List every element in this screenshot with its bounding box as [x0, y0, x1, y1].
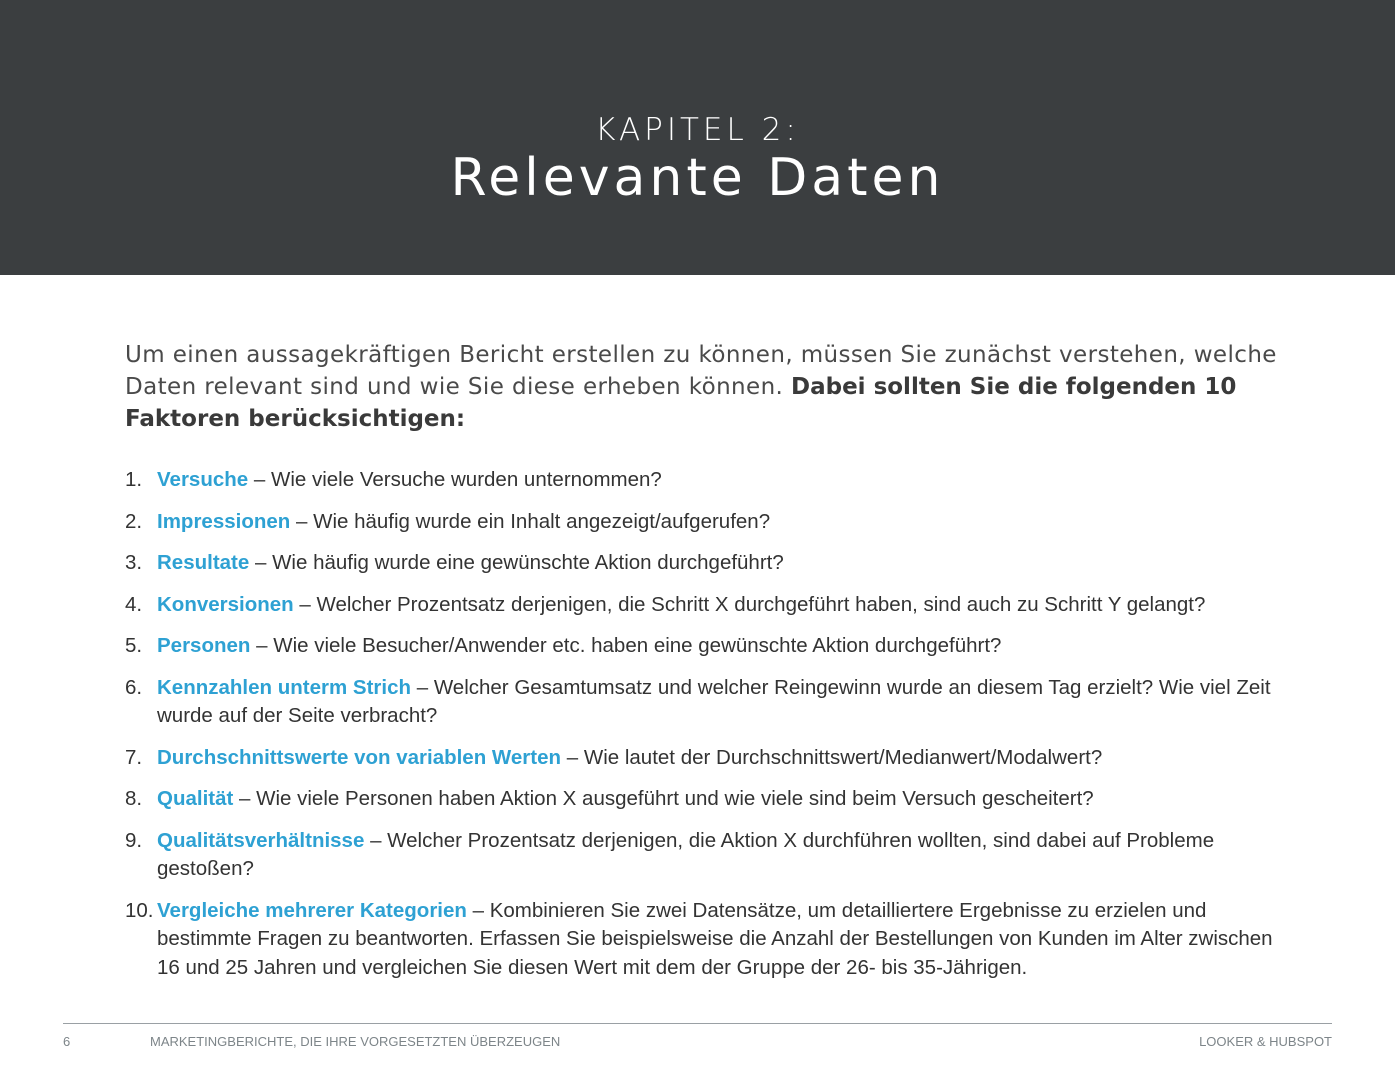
- factor-item: [125, 827, 1295, 884]
- factor-term: Durchschnittswerte von variablen Werten: [157, 745, 562, 769]
- factor-item: [125, 897, 1295, 983]
- factor-number: 2.: [125, 509, 143, 533]
- factor-description: – Welcher Prozentsatz derjenigen, die Schritt X durchgeführt haben, sind auch zu Schritt Y gelangt?: [299, 592, 1206, 616]
- chapter-label: KAPITEL 2:: [595, 112, 800, 148]
- factor-item: [125, 466, 1295, 495]
- factor-list: [125, 466, 1295, 995]
- factor-term: Impressionen: [157, 509, 291, 533]
- factor-description: – Wie viele Besucher/Anwender etc. haben eine gewünschte Aktion durchgeführt?: [256, 634, 1002, 657]
- factor-description: – Welcher Gesamtumsatz und welcher Reingewinn wurde an diesem Tag erzielt? Wie viel Zeit wurde auf der Seite verbracht?: [157, 675, 1271, 727]
- factor-item: [125, 674, 1295, 731]
- document-title: MARKETINGBERICHTE, DIE IHRE VORGESETZTEN ÜBERZEUGEN: [150, 1034, 561, 1049]
- factor-term: Vergleiche mehrerer Kategorien: [157, 898, 467, 922]
- factor-description: – Wie viele Versuche wurden unternommen?: [253, 468, 662, 491]
- factor-number: 7.: [125, 745, 143, 769]
- factor-description: – Kombinieren Sie zwei Datensätze, um detailliertere Ergebnisse zu erzielen und bestimmte Fragen zu beantworten. Erfassen Sie beispielsweise die Anzahl der Bestellungen von Kunden im Alter zwischen 16 und 25 Jahren und vergleichen Sie diesen Wert mit dem der Gruppe der 26- bis 35-Jährigen.: [157, 898, 1273, 979]
- factor-term: Kennzahlen unterm Strich: [157, 675, 412, 699]
- factor-description: – Wie lautet der Durchschnittswert/Medianwert/Modalwert?: [566, 745, 1103, 769]
- factor-term: Konversionen: [157, 592, 294, 616]
- factor-item: [125, 785, 1295, 814]
- factor-number: 9.: [125, 828, 143, 852]
- factor-item: [125, 632, 1295, 661]
- factor-number: 4.: [125, 592, 143, 616]
- factor-term: Qualität: [157, 787, 234, 810]
- factor-number: 6.: [125, 675, 143, 699]
- factor-item: [125, 591, 1295, 620]
- factor-description: – Welcher Prozentsatz derjenigen, die Aktion X durchführen wollten, sind dabei auf Probleme gestoßen?: [157, 828, 1215, 880]
- factor-item: [125, 508, 1295, 537]
- chapter-banner: [0, 0, 1395, 275]
- factor-term: Personen: [157, 634, 251, 657]
- factor-term: Qualitätsverhältnisse: [157, 828, 365, 852]
- factor-term: Versuche: [157, 468, 249, 491]
- factor-number: 5.: [125, 634, 143, 657]
- page-number: 6: [63, 1034, 71, 1049]
- factor-item: [125, 549, 1295, 578]
- factor-description: – Wie häufig wurde eine gewünschte Aktion durchgeführt?: [254, 551, 784, 574]
- factor-number: 8.: [125, 787, 143, 810]
- chapter-title: Relevante Daten: [450, 148, 945, 208]
- intro-paragraph: [125, 339, 1295, 435]
- intro-emphasis: Dabei sollten Sie die folgenden 10 Faktoren berücksichtigen:: [125, 374, 1237, 432]
- intro-text: Um einen aussagekräftigen Bericht erstellen zu können, müssen Sie zunächst verstehen, welche Daten relevant sind und wie Sie diese erheben können.: [125, 342, 1277, 400]
- factor-description: – Wie viele Personen haben Aktion X ausgeführt und wie viele sind beim Versuch gescheitert?: [239, 787, 1094, 810]
- factor-number: 1.: [125, 468, 143, 491]
- footer-divider: [63, 1023, 1332, 1024]
- publisher-name: LOOKER & HUBSPOT: [1199, 1034, 1332, 1049]
- factor-item: [125, 744, 1295, 773]
- factor-number: 10.: [125, 898, 154, 922]
- factor-description: – Wie häufig wurde ein Inhalt angezeigt/aufgerufen?: [296, 509, 771, 533]
- factor-term: Resultate: [157, 551, 250, 574]
- factor-number: 3.: [125, 551, 143, 574]
